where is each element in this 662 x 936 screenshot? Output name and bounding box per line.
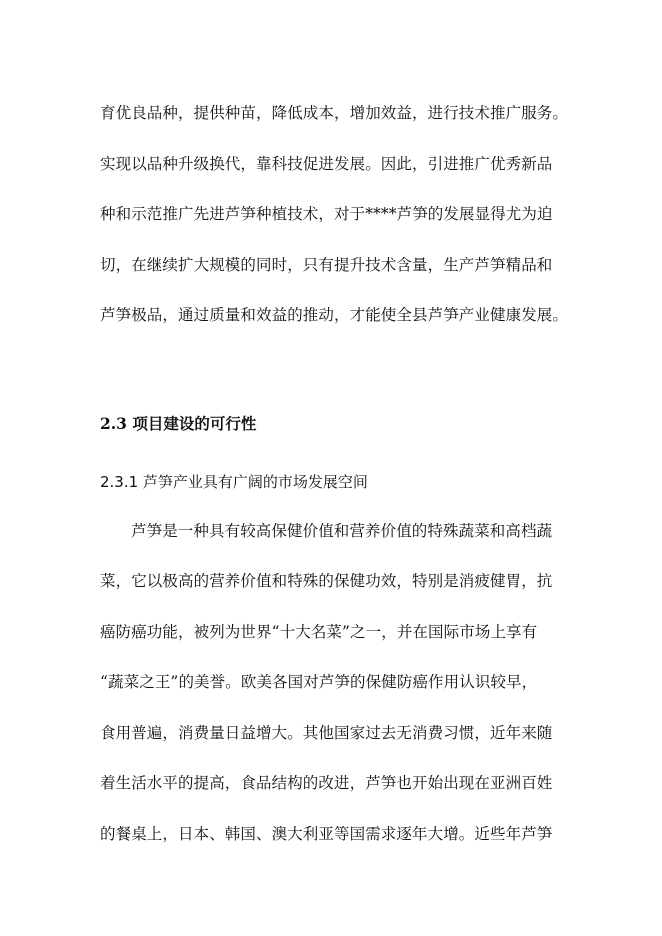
paragraph-line: 癌防癌功能，被列为世界“十大名菜”之一，并在国际市场上享有 [100, 623, 538, 641]
paragraph-line: 芦笋是一种具有较高保健价值和营养价值的特殊蔬菜和高档蔬 [131, 522, 553, 540]
paragraph-line: 菜，它以极高的营养价值和特殊的保健功效，特别是消疲健胃，抗 [100, 572, 553, 590]
paragraph-line: 芦笋极品，通过质量和效益的推动，才能使全县芦笋产业健康发展。 [100, 306, 569, 324]
section-heading: 2.3 项目建设的可行性 [100, 414, 257, 433]
paragraph-line: 食用普遍，消费量日益增大。其他国家过去无消费习惯，近年来随 [100, 724, 553, 742]
paragraph-line: 育优良品种，提供种苗，降低成本，增加效益，进行技术推广服务。 [100, 104, 569, 122]
paragraph-line: “蔬菜之王”的美誉。欧美各国对芦笋的保健防癌作用认识较早， [100, 673, 538, 691]
paragraph-line: 着生活水平的提高，食品结构的改进，芦笋也开始出现在亚洲百姓 [100, 774, 553, 792]
paragraph-line: 切，在继续扩大规模的同时，只有提升技术含量，生产芦笋精品和 [100, 256, 553, 274]
subsection-heading: 2.3.1 芦笋产业具有广阔的市场发展空间 [100, 473, 368, 491]
paragraph-line: 种和示范推广先进芦笋种植技术，对于****芦笋的发展显得尤为迫 [100, 205, 553, 223]
paragraph-line: 的餐桌上，日本、韩国、澳大利亚等国需求逐年大增。近些年芦笋 [100, 825, 553, 843]
paragraph-line: 实现以品种升级换代，靠科技促进发展。因此，引进推广优秀新品 [100, 155, 553, 173]
